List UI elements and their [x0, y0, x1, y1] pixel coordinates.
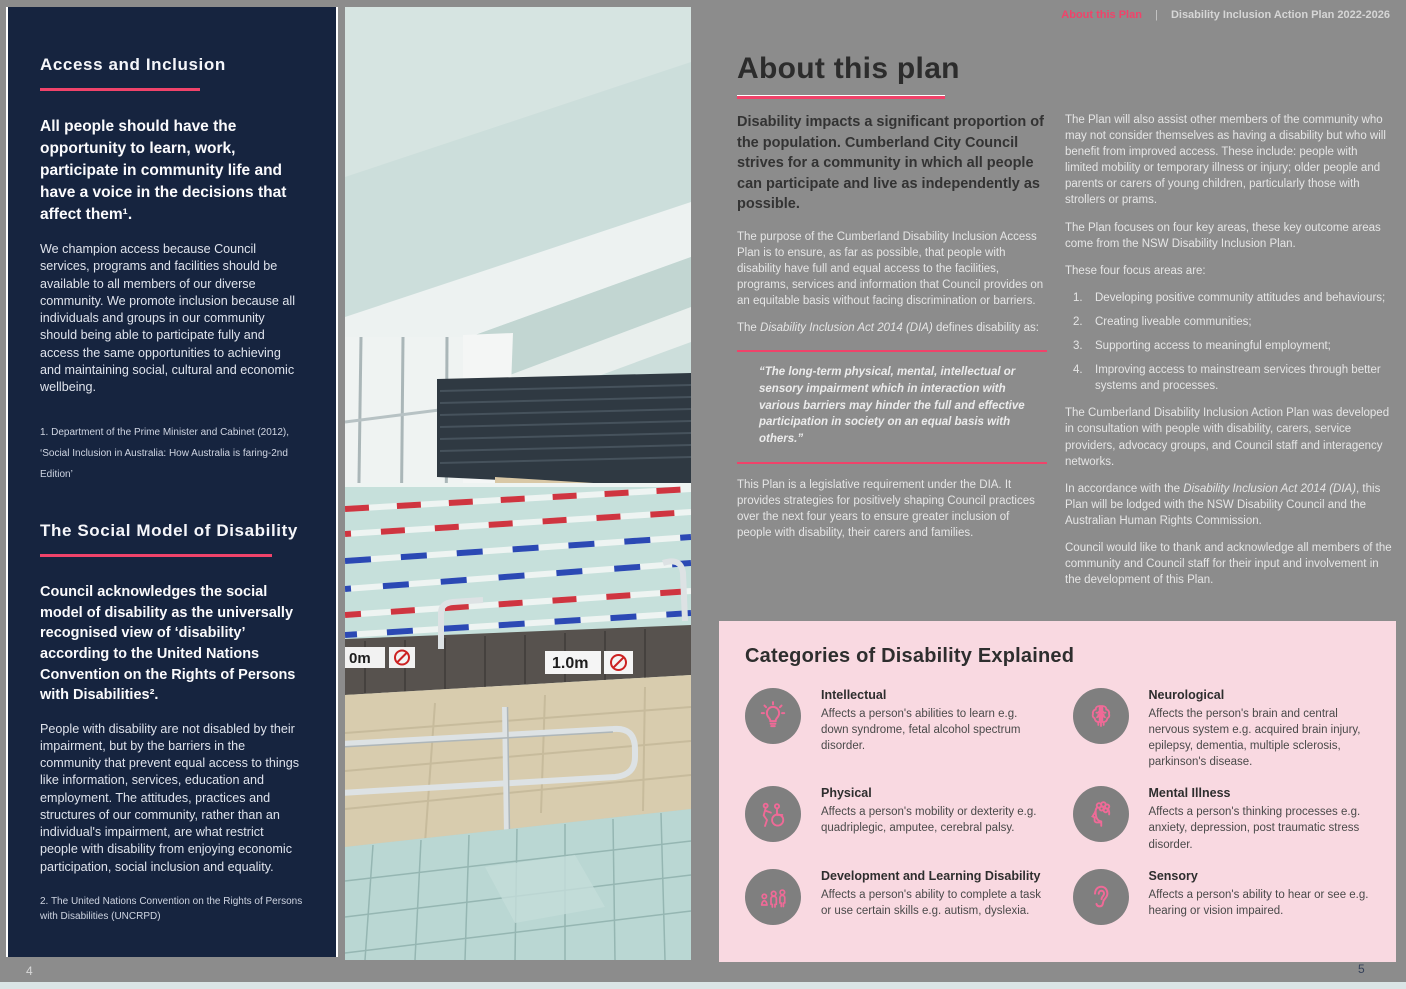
focus-areas-list: [1065, 290, 1393, 394]
category-icon-circle: [745, 786, 801, 842]
category-development-learning: [745, 869, 1043, 925]
col2-paragraph-5: [1065, 481, 1393, 529]
section2-lead-text: Council acknowledges the social model of disability as the universally recognised view of ‘disability’ according to the United Nations Convention on the Rights of Persons with Disabilities².: [40, 584, 296, 704]
bottom-edge-strip: [0, 982, 1406, 989]
category-name: Neurological: [1148, 688, 1225, 702]
about-paragraph-3: This Plan is a legislative requirement under the DIA. It provides strategies for positively shaping Council practices over the next four years to ensure greater inclusion of people with disability, their carers and families.: [737, 478, 1035, 540]
running-header-section: About this Plan: [1061, 9, 1142, 21]
pink-title-rule: [737, 95, 945, 99]
p2-act-name: Disability Inclusion Act 2014 (DIA): [760, 322, 933, 335]
category-description: Affects the person's brain and central nervous system e.g. acquired brain injury, epilepsy, dementia, multiple sclerosis, parkinson's disease.: [1148, 708, 1361, 769]
left-page-number: 4: [26, 964, 33, 978]
category-icon-circle: [1073, 786, 1129, 842]
page-title: About this plan: [737, 52, 960, 85]
ear-icon: [1085, 881, 1117, 913]
col2-paragraph-4: The Cumberland Disability Inclusion Action Plan was developed in consultation with people with disability, carers, service providers, advocacy groups, and Council staff and interagency networks.: [1065, 407, 1390, 468]
p5-pre: In accordance with the: [1065, 482, 1184, 495]
about-paragraph-2: [737, 320, 1047, 336]
running-header-doc-title: Disability Inclusion Action Plan 2022-2026: [1170, 9, 1390, 21]
category-name: Physical: [821, 786, 872, 801]
categories-box-title: Categories of Disability Explained: [745, 645, 1075, 667]
p5-act-name: Disability Inclusion Act 2014 (DIA): [1183, 482, 1357, 495]
focus-area-item-1: Developing positive community attitudes and behaviours;: [1095, 291, 1386, 304]
section2-footnote: 2. The United Nations Convention on the Rights of Persons with Disabilities (UNCRPD): [40, 895, 303, 922]
category-icon-circle: [1073, 869, 1129, 925]
category-name: Intellectual: [821, 688, 887, 702]
depth-sign-text: 1.0m: [552, 655, 589, 672]
depth-sign-partial-text: 0m: [349, 650, 371, 667]
category-text: [821, 869, 1043, 919]
brain-icon: [1085, 700, 1117, 732]
about-paragraph-1: The purpose of the Cumberland Disability Inclusion Access Plan is to ensure, as far as possible, that people with disability have full and equal access to the facilities, programs, services and information that Council provides on an equitable basis without facing discrimination or barriers.: [737, 230, 1044, 308]
category-name: Development and Learning Disability: [821, 868, 1041, 883]
right-page-number: 5: [1358, 962, 1365, 976]
children-icon: [757, 881, 789, 913]
category-neurological: [1073, 688, 1371, 770]
category-physical: [745, 786, 1043, 852]
p5-post: , this Plan will be lodged with the NSW Disability Council and the Australian Human Rights Commission.: [1065, 482, 1381, 527]
category-description: Affects a person's ability to complete a task or use certain skills e.g. autism, dyslexia.: [821, 888, 1041, 917]
categories-of-disability-box: [719, 621, 1396, 962]
category-text: [1149, 869, 1371, 919]
about-lead-text: Disability impacts a significant proportion of the population. Cumberland City Council strives for a community in which all people can participate and live as independently as possible.: [737, 114, 1044, 213]
col2-paragraph-1: The Plan will also assist other members of the community who may not consider themselves as having a disability but who will benefit from improved access. These include: people with limited mobility or temporary illness or injury; older people and parents or carers of young children, particularly those with strollers or prams.: [1065, 114, 1386, 207]
category-icon-circle: [745, 688, 801, 744]
category-description: Affects a person's mobility or dexterity e.g. quadriplegic, amputee, cerebral palsy.: [821, 806, 1037, 835]
wheelchair-icon: [757, 798, 789, 830]
lightbulb-icon: [757, 700, 789, 732]
category-name: Sensory: [1148, 868, 1198, 883]
category-description: Affects a person's abilities to learn e.g. down syndrome, fetal alcohol spectrum disorder.: [821, 708, 1021, 753]
col2-paragraph-2: The Plan focuses on four key areas, these key outcome areas come from the NSW Disability Inclusion Plan.: [1065, 221, 1381, 250]
section-social-model: [40, 521, 304, 924]
about-column-1: [737, 112, 1047, 552]
about-column-2: [1065, 112, 1393, 599]
category-description: Affects a person's ability to hear or see e.g. hearing or vision impaired.: [1148, 888, 1369, 917]
category-text: [1149, 786, 1371, 852]
category-mental-illness: [1073, 786, 1371, 852]
section1-lead-text: All people should have the opportunity to learn, work, participate in community life and have a voice in the decisions that affect them¹.: [40, 118, 287, 223]
section-heading-access-inclusion: Access and Inclusion: [40, 55, 226, 74]
category-sensory: [1073, 869, 1371, 925]
pink-divider-rule: [40, 88, 200, 91]
mental-head-icon: [1085, 798, 1117, 830]
col2-paragraph-3: These four focus areas are:: [1065, 264, 1206, 277]
category-description: Affects a person's thinking processes e.g. anxiety, depression, post traumatic stress disorder.: [1148, 806, 1361, 851]
category-intellectual: [745, 688, 1043, 770]
section1-footnote: 1. Department of the Prime Minister and Cabinet (2012), ‘Social Inclusion in Australia: How Australia is faring-2nd Edition’: [40, 427, 290, 481]
categories-grid: [745, 688, 1370, 925]
pink-divider-rule: [40, 554, 272, 557]
col2-paragraph-6: Council would like to thank and acknowledge all members of the community and Council staff for their input and involvement in the development of this Plan.: [1065, 541, 1392, 587]
section-heading-social-model: The Social Model of Disability: [40, 521, 298, 541]
category-name: Mental Illness: [1148, 786, 1231, 801]
focus-area-item-3: Supporting access to meaningful employment;: [1095, 340, 1331, 353]
category-text: [821, 688, 1043, 754]
left-sidebar-panel: [6, 7, 338, 957]
swimming-pool-photo: [345, 7, 691, 960]
p2-post: defines disability as:: [932, 322, 1039, 335]
p2-pre: The: [737, 322, 761, 335]
category-icon-circle: [1073, 688, 1129, 744]
running-header: [719, 9, 1390, 21]
running-header-separator: |: [1155, 9, 1158, 21]
dia-definition-quote: “The long-term physical, mental, intellectual or sensory impairment which in interaction with various barriers may hinder the full and effective participation in society on an equal basis with others.”: [737, 350, 1047, 463]
focus-area-item-2: Creating liveable communities;: [1095, 315, 1252, 328]
focus-area-item-4: Improving access to mainstream services through better systems and processes.: [1095, 364, 1381, 393]
pool-photo-illustration: [345, 7, 691, 960]
section1-body-text: We champion access because Council services, programs and facilities should be available to all members of our diverse community. We promote inclusion because all individuals and groups in our community should being able to participate fully and access the same opportunities to achieving and maintaining social, cultural and economic wellbeing.: [40, 242, 296, 394]
section2-body-text: People with disability are not disabled by their impairment, but by the barriers in the community that prevent equal access to things like information, services, education and employment. The attitudes, practices and structures of our community, rather than an individual's impairment, are what restrict people with disability from enjoying economic participation, social inclusion and equality.: [40, 721, 300, 874]
category-text: [821, 786, 1043, 836]
category-text: [1149, 688, 1371, 770]
category-icon-circle: [745, 869, 801, 925]
